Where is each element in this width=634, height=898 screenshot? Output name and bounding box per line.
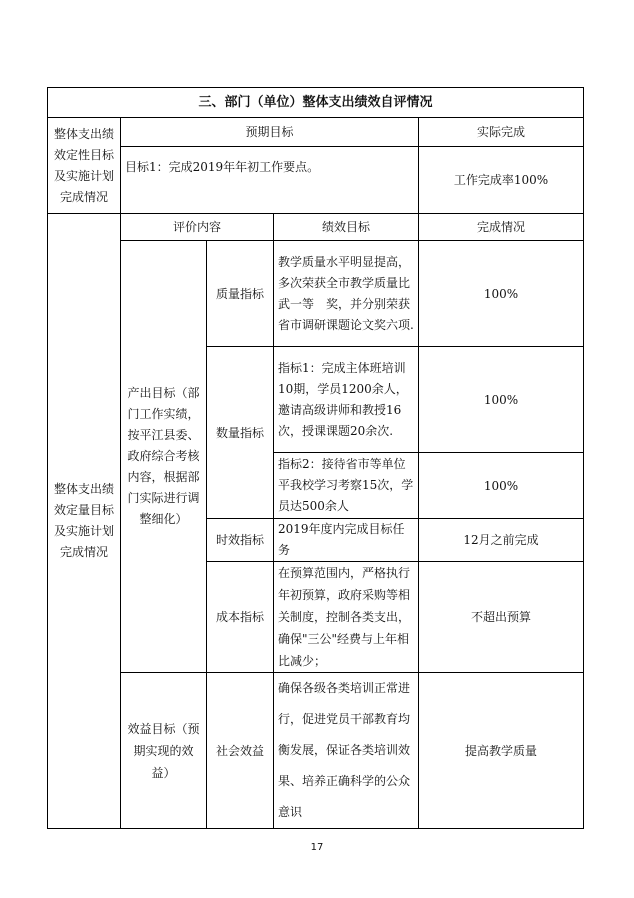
indicator-social-benefit: 社会效益: [207, 673, 274, 829]
self-evaluation-table: [47, 87, 584, 829]
status-quality: 100%: [419, 241, 584, 347]
section-title: 三、部门（单位）整体支出绩效自评情况: [48, 88, 584, 118]
goal-quality: 教学质量水平明显提高，多次荣获全市教学质量比武一等 奖，并分别荣获省市调研课题论文奖六项.: [274, 241, 419, 347]
status-quantity-2: 100%: [419, 453, 584, 519]
expected-goal-text: 目标1：完成2019年年初工作要点。: [121, 147, 419, 214]
indicator-quality: 质量指标: [207, 241, 274, 347]
page-number: 17: [310, 842, 324, 853]
status-cost: 不超出预算: [419, 562, 584, 673]
goal-quantity-1: 指标1：完成主体班培训10期，学员1200余人，邀请高级讲师和教授16次，授课课题20余次.: [274, 347, 419, 453]
qualitative-row-label: 整体支出绩效定性目标及实施计划完成情况: [48, 118, 121, 214]
actual-completion-header: 实际完成: [419, 118, 584, 147]
status-social-benefit: 提高教学质量: [419, 673, 584, 829]
evaluation-content-header: 评价内容: [121, 214, 274, 241]
benefit-goal-label: 效益目标（预期实现的效益）: [121, 673, 207, 829]
indicator-quantity: 数量指标: [207, 347, 274, 519]
expected-goal-header: 预期目标: [121, 118, 419, 147]
indicator-cost: 成本指标: [207, 562, 274, 673]
goal-quantity-2: 指标2：接待省市等单位平我校学习考察15次，学员达500余人: [274, 453, 419, 519]
performance-goal-header: 绩效目标: [274, 214, 419, 241]
goal-cost: 在预算范围内，严格执行年初预算，政府采购等相关制度，控制各类支出，确保"三公"经费与上年相比减少；: [274, 562, 419, 673]
goal-social-benefit: 确保各级各类培训正常进行，促进党员干部教育均衡发展，保证各类培训效果、培养正确科学的公众意识: [274, 673, 419, 829]
goal-timeliness: 2019年度内完成目标任务: [274, 519, 419, 562]
actual-completion-text: 工作完成率100%: [419, 147, 584, 214]
status-timeliness: 12月之前完成: [419, 519, 584, 562]
completion-status-header: 完成情况: [419, 214, 584, 241]
indicator-timeliness: 时效指标: [207, 519, 274, 562]
status-quantity-1: 100%: [419, 347, 584, 453]
quantitative-row-label: 整体支出绩效定量目标及实施计划完成情况: [48, 214, 121, 829]
output-goal-label: 产出目标（部门工作实绩，按平江县委、政府综合考核内容，根据部门实际进行调整细化）: [121, 241, 207, 673]
